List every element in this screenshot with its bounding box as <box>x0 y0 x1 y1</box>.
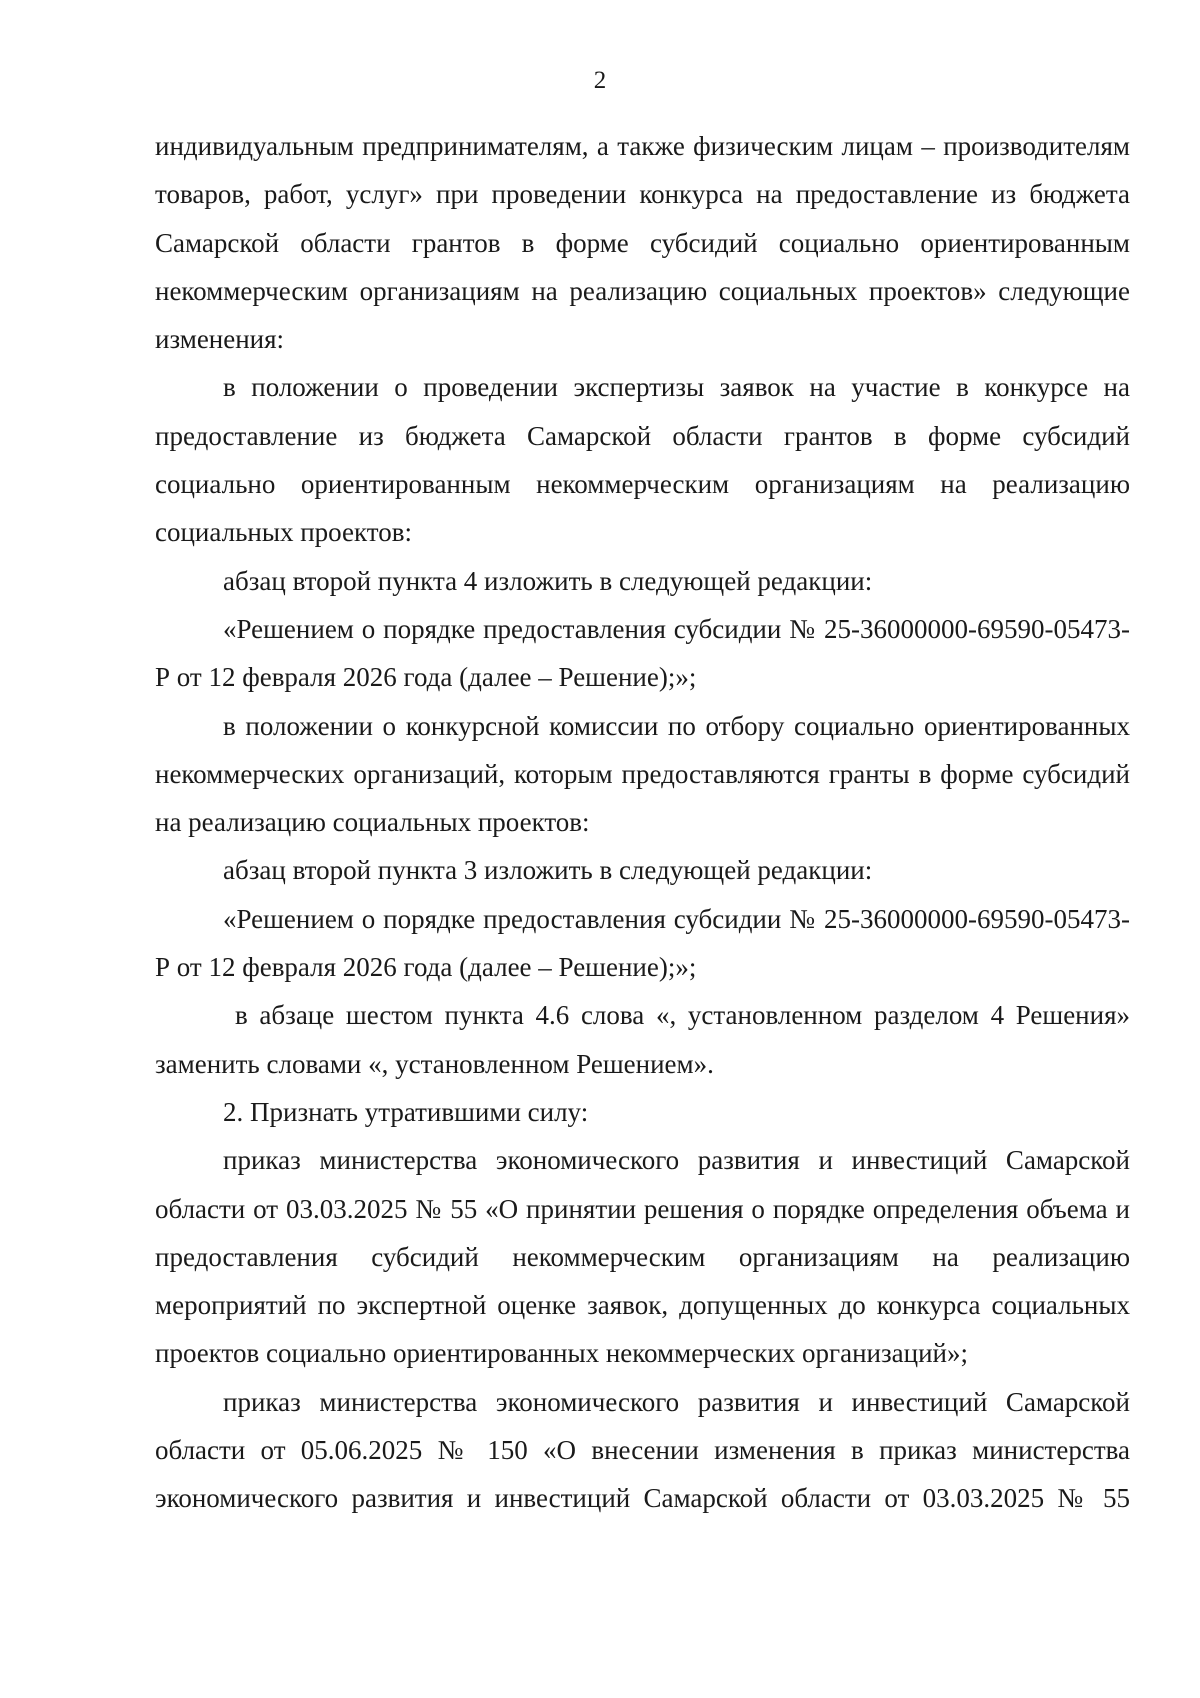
paragraph-item4-new-text: «Решением о порядке предоставления субсидии № 25-36000000-69590-05473-Р от 12 февраля 2026 года (далее – Решение);»; <box>155 613 1130 693</box>
paragraph-repeal-order-150: приказ министерства экономического развития и инвестиций Самарской области от 05.06.2025 № 150 «О внесении изменения в приказ министерства экономического развития и инвестиций Самарской области от 03.03.2025 № 55 <box>155 1386 1130 1514</box>
paragraph-repeal-order-55: приказ министерства экономического развития и инвестиций Самарской области от 03.03.2025 № 55 «О принятии решения о порядке определения объема и предоставления субсидий некоммерческим организациям на реализацию мероприятий по экспертной оценке заявок, допущенных до конкурса социальных проектов социально ориентированных некоммерческих организаций»; <box>155 1145 1130 1369</box>
paragraph-continuation: индивидуальным предпринимателям, а также физическим лицам – производителям товаров, работ, услуг» при проведении конкурса на предоставление из бюджета Самарской области грантов в форме субсидий социально ориентированным некоммерческим организациям на реализацию социальных проектов» следующие изменения: <box>155 131 1130 355</box>
paragraph-item3-instruction: абзац второй пункта 3 изложить в следующей редакции: <box>223 855 873 886</box>
document-body <box>155 122 1130 1523</box>
paragraph-commission-provision: в положении о конкурсной комиссии по отбору социально ориентированных некоммерческих организаций, которым предоставляются гранты в форме субсидий на реализацию социальных проектов: <box>155 710 1130 838</box>
paragraph-expertise-provision: в положении о проведении экспертизы заявок на участие в конкурсе на предоставление из бюджета Самарской области грантов в форме субсидий социально ориентированным некоммерческим организациям на реализацию социальных проектов: <box>155 372 1130 548</box>
paragraph-item4-instruction: абзац второй пункта 4 изложить в следующей редакции: <box>223 565 873 596</box>
paragraph-item3-new-text: «Решением о порядке предоставления субсидии № 25-36000000-69590-05473-Р от 12 февраля 2026 года (далее – Решение);»; <box>155 903 1130 983</box>
paragraph-item46-change: в абзаце шестом пункта 4.6 слова «, установленном разделом 4 Решения» заменить словами «, установленном Решением». <box>155 1000 1130 1079</box>
paragraph-repeal-heading: 2. Признать утратившими силу: <box>223 1096 589 1127</box>
page-number: 2 <box>593 67 607 94</box>
